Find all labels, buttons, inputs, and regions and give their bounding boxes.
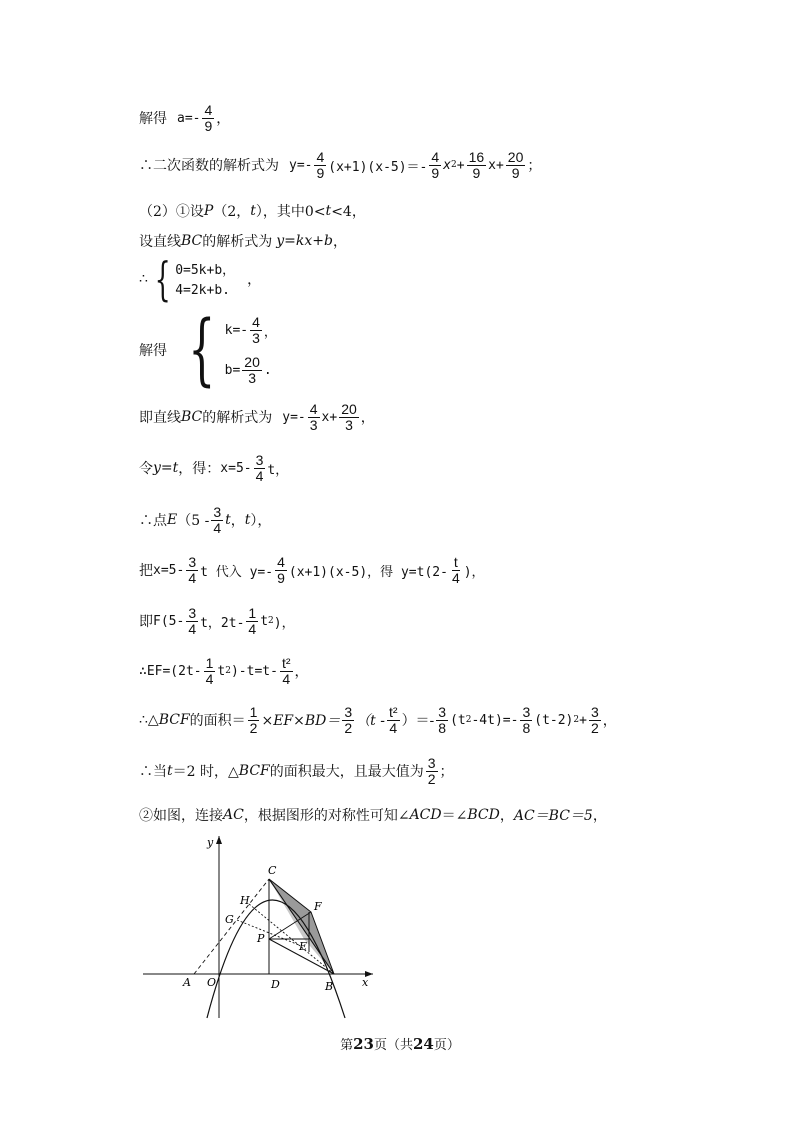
- text: 解得: [139, 111, 167, 128]
- math: (x+1)(x-5)＝-: [328, 159, 428, 175]
- var: t: [225, 512, 231, 529]
- fraction: [254, 453, 266, 483]
- math: )-t=t-: [230, 663, 278, 679]
- label-H: H: [240, 894, 250, 907]
- text: 的面积＝: [189, 713, 246, 730]
- frac-den: 2: [590, 719, 599, 736]
- frac-den: 9: [511, 164, 520, 181]
- system-row: [225, 350, 277, 390]
- fraction: [450, 555, 462, 585]
- fraction: [186, 555, 198, 585]
- frac-den: 4: [451, 569, 460, 586]
- frac-num: 3: [255, 452, 264, 468]
- footer-text: 页（共: [373, 1038, 413, 1053]
- label-G: G: [225, 913, 234, 926]
- text: ，根据图形的对称性可知∠: [243, 808, 410, 824]
- line-EF: [139, 656, 309, 686]
- math: t，2t-: [200, 615, 245, 631]
- text: 解得: [139, 343, 167, 359]
- frac-den: 2: [344, 719, 353, 736]
- total-pages: 24: [413, 1035, 434, 1053]
- frac-num: 4: [204, 102, 213, 118]
- text: 的面积最大，且最大值为: [269, 764, 424, 781]
- frac-num: 3: [344, 704, 353, 720]
- text: ∴当: [139, 764, 167, 781]
- fraction: [211, 505, 223, 535]
- label-D: D: [271, 978, 280, 991]
- label-F: F: [314, 900, 322, 913]
- var: E: [167, 512, 178, 529]
- frac-den: 9: [204, 117, 213, 134]
- text: 把: [139, 563, 153, 580]
- system-row: 0=5k+b，: [175, 262, 236, 278]
- label-y: y: [207, 836, 214, 849]
- var: AC＝BC＝5: [513, 808, 593, 824]
- frac-num: t: [453, 554, 458, 570]
- frac-num: 20: [244, 353, 260, 370]
- var: y: [153, 460, 161, 477]
- frac-den: 8: [438, 719, 447, 736]
- frac-num: 4: [309, 401, 318, 417]
- fraction: [506, 150, 526, 180]
- frac-den: 4: [188, 620, 197, 637]
- frac-den: 4: [188, 569, 197, 586]
- text: ＝2 时，△: [172, 764, 239, 781]
- frac-den: 3: [248, 369, 256, 386]
- text: ，: [294, 664, 309, 681]
- superscript: 2: [225, 666, 231, 677]
- text: ②如图，连接: [139, 808, 223, 824]
- frac-den: 9: [472, 164, 481, 181]
- superscript: 2: [451, 160, 457, 171]
- frac-num: 4: [316, 149, 325, 165]
- frac-den: 9: [431, 164, 440, 181]
- text: 设直线: [139, 234, 181, 250]
- line-BC-expression: [139, 402, 375, 432]
- fraction: [520, 705, 532, 735]
- system-row: [225, 310, 277, 350]
- fraction: [246, 606, 258, 636]
- math: F(5-: [153, 613, 185, 629]
- label-A: A: [183, 976, 191, 989]
- var: BCD: [467, 807, 500, 823]
- geometry-figure: [139, 832, 379, 1022]
- line-quadratic-expression: [139, 150, 541, 180]
- superscript: 2: [465, 715, 472, 726]
- frac-num: t²: [281, 655, 291, 671]
- label-E: E: [299, 940, 308, 953]
- label-x: x: [362, 976, 369, 989]
- fraction: [467, 150, 487, 180]
- fraction: [429, 150, 441, 180]
- frac-den: 4: [389, 719, 398, 736]
- fraction: [314, 150, 326, 180]
- text: ，: [499, 808, 514, 824]
- text: ，: [332, 234, 347, 250]
- frac-num: 3: [188, 554, 197, 570]
- text: ，: [360, 410, 375, 427]
- frac-den: 3: [252, 329, 260, 346]
- frac-den: 9: [277, 569, 285, 586]
- dotted-line-G: [237, 920, 299, 945]
- line-set-BC: [139, 231, 347, 251]
- text: ，: [602, 713, 617, 730]
- line-CB: [269, 879, 334, 974]
- math: -4t)=-: [471, 712, 519, 728]
- y-axis-arrow: [216, 836, 222, 844]
- text: ，: [230, 513, 245, 530]
- fraction: [248, 705, 260, 735]
- frac-num: 1: [248, 605, 257, 621]
- text: 即直线: [139, 410, 181, 427]
- var: BCF: [158, 712, 190, 729]
- fraction: [436, 705, 448, 735]
- text: 的解析式为: [202, 410, 273, 427]
- label-P: P: [257, 932, 265, 945]
- text: ∴点: [139, 513, 167, 530]
- math: )，: [463, 564, 485, 580]
- line-solve-a: [139, 103, 230, 133]
- fraction: [280, 656, 293, 686]
- frac-den: 8: [522, 719, 531, 736]
- math: ∴EF=(2t-: [139, 663, 202, 679]
- line-point-F: [139, 606, 295, 636]
- frac-num: 3: [438, 704, 447, 720]
- frac-den: 2: [249, 719, 258, 736]
- superscript: 2: [573, 715, 580, 726]
- footer-text: 页）: [433, 1038, 460, 1053]
- math: k=-: [224, 322, 249, 338]
- label-O: O: [207, 976, 217, 989]
- fraction: [342, 705, 354, 735]
- text: 令: [139, 461, 153, 478]
- line-solve-kb: [139, 305, 277, 395]
- math: t 代入 y=-: [200, 564, 274, 580]
- math: x: [443, 157, 451, 173]
- text: ，得：: [178, 461, 221, 478]
- frac-num: 3: [427, 755, 436, 771]
- line-substitute: [139, 555, 485, 585]
- var: y=kx+b: [276, 233, 333, 249]
- frac-num: t²: [389, 704, 398, 720]
- frac-num: 20: [341, 401, 357, 417]
- math: y=-: [282, 409, 306, 425]
- equation-system: [177, 305, 277, 395]
- text: ，: [216, 111, 231, 128]
- fraction: [204, 656, 216, 686]
- text: ∴二次函数的解析式为: [139, 158, 279, 175]
- fraction: [275, 555, 287, 585]
- text: ），其中0<: [255, 204, 326, 220]
- fraction: [242, 355, 262, 385]
- text: 即: [139, 614, 153, 631]
- frac-den: 4: [255, 467, 264, 484]
- fraction: [339, 402, 359, 432]
- line-system: [139, 252, 262, 306]
- text: <4，: [331, 204, 366, 220]
- line-point-E: [139, 505, 271, 535]
- math: )，: [273, 615, 295, 631]
- math: +: [456, 157, 465, 173]
- fraction: [308, 402, 320, 432]
- var: t: [244, 512, 251, 529]
- brace: {: [154, 252, 171, 306]
- fraction: [426, 756, 438, 786]
- line-symmetry: [139, 805, 607, 825]
- frac-den: 4: [248, 620, 257, 637]
- frac-num: 20: [507, 149, 524, 165]
- frac-den: 4: [213, 519, 222, 536]
- label-B: B: [325, 980, 334, 993]
- system-row: 4=2k+b.: [175, 282, 230, 298]
- frac-num: 16: [468, 149, 485, 165]
- math: a=-: [177, 110, 201, 126]
- math: t: [260, 613, 269, 629]
- text: ），: [250, 513, 272, 530]
- frac-num: 3: [590, 704, 599, 720]
- text: ，: [247, 272, 262, 288]
- text: （5 -: [177, 513, 210, 530]
- text: ＝∠: [441, 808, 468, 824]
- frac-den: 3: [309, 416, 318, 433]
- frac-num: 3: [522, 704, 531, 720]
- frac-num: 1: [205, 655, 214, 671]
- frac-num: 3: [213, 504, 222, 520]
- math: (t: [450, 712, 466, 728]
- text: ∴△: [139, 712, 159, 729]
- line-AC: [194, 879, 269, 974]
- line-set-P: [139, 201, 366, 221]
- var: BC: [181, 409, 203, 426]
- page-number: 23: [353, 1035, 374, 1053]
- frac-den: 4: [205, 670, 214, 687]
- math: +: [579, 712, 587, 728]
- frac-den: 2: [427, 770, 436, 787]
- math: x+: [488, 157, 504, 173]
- var: t: [250, 203, 256, 219]
- frac-num: 4: [252, 313, 260, 330]
- math: x=5-: [153, 562, 185, 578]
- frac-den: 3: [345, 416, 353, 433]
- math: t: [217, 663, 226, 679]
- math: b=: [224, 362, 241, 378]
- footer-text: 第: [340, 1038, 354, 1053]
- var: t: [325, 203, 332, 219]
- text: 的解析式为: [202, 234, 273, 250]
- var: ACD: [409, 807, 442, 823]
- fraction: [250, 315, 262, 345]
- math: x+: [321, 409, 338, 425]
- fraction: [186, 606, 198, 636]
- text: ，: [592, 808, 607, 824]
- math: (t-2): [534, 712, 574, 728]
- text: ；: [527, 158, 542, 175]
- math: y=-: [289, 157, 313, 173]
- math: ，: [263, 324, 277, 340]
- line-max-area: [139, 756, 454, 786]
- frac-num: 1: [249, 704, 258, 720]
- var: t: [167, 763, 173, 780]
- text: （2）①设: [139, 204, 204, 220]
- page-footer: [0, 1034, 800, 1053]
- text: （t -: [356, 713, 385, 730]
- fraction: [387, 705, 400, 735]
- frac-den: 4: [282, 670, 291, 687]
- var: ×EF×BD＝: [261, 713, 341, 730]
- frac-num: 4: [277, 554, 285, 570]
- text: =: [160, 460, 173, 477]
- text: ∴: [139, 271, 148, 287]
- frac-den: 9: [316, 164, 325, 181]
- math: .: [263, 362, 272, 378]
- label-C: C: [268, 864, 277, 877]
- line-area: [139, 705, 617, 735]
- math: (x+1)(x-5)，得 y=t(2-: [288, 564, 448, 580]
- var: t: [172, 460, 179, 477]
- text: ）＝-: [401, 713, 435, 730]
- brace: {: [188, 305, 216, 395]
- var: BC: [181, 233, 203, 249]
- frac-num: 3: [188, 605, 197, 621]
- text: （2，: [213, 204, 251, 220]
- fraction: [202, 103, 214, 133]
- superscript: 2: [268, 616, 274, 627]
- frac-num: 4: [431, 149, 440, 165]
- var: P: [203, 203, 214, 219]
- text: ；: [439, 764, 454, 781]
- math: t，: [267, 462, 289, 478]
- var: BCF: [238, 763, 270, 780]
- equation-system: [148, 252, 236, 306]
- var: AC: [223, 807, 244, 823]
- fraction: [589, 705, 601, 735]
- math: x=5-: [220, 460, 252, 476]
- line-let-y: [139, 453, 288, 483]
